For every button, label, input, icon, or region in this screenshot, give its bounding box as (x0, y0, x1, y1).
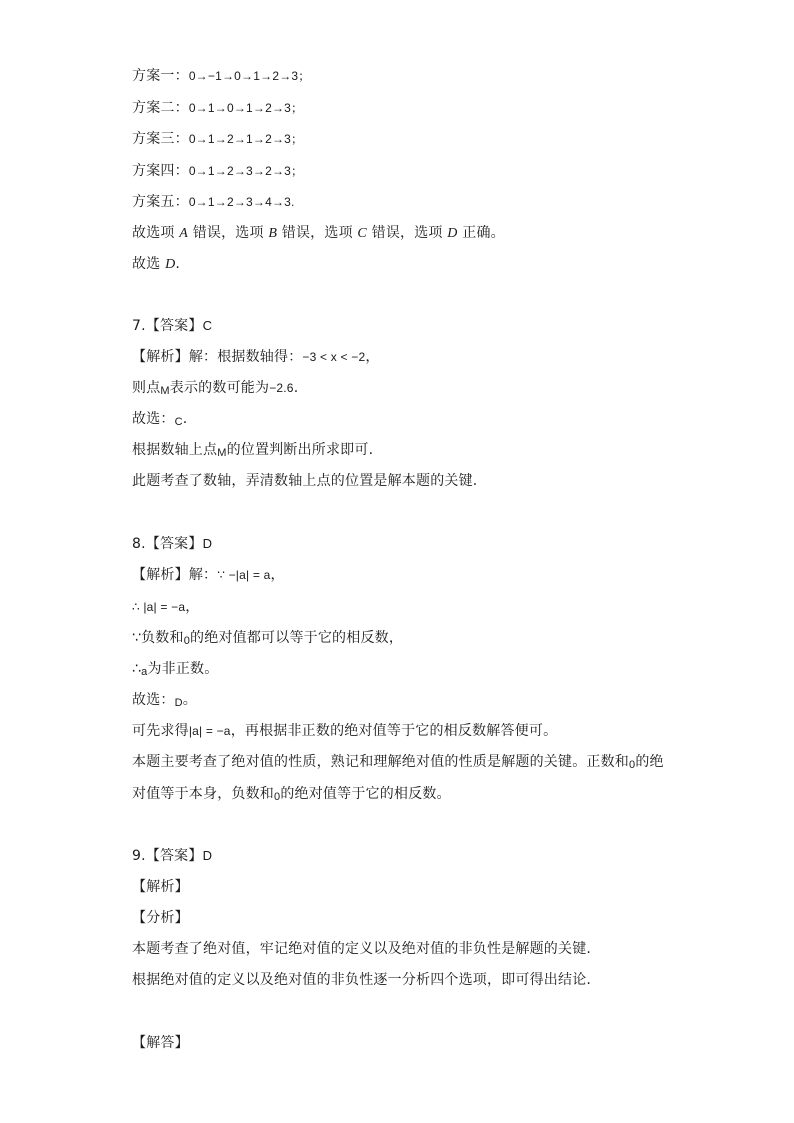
q8-line-8-b: 的绝对值等于它的相反数。 (280, 786, 451, 802)
q8-analysis (132, 565, 285, 585)
q7-value: −2.6 (269, 381, 294, 395)
q6-conclusion-text-5: 正确。 (462, 225, 505, 241)
q6-choice-end: . (175, 256, 181, 272)
q6-conclusion-text-1: 故选项 (132, 225, 175, 241)
q7-heading: 7.【答案】 (132, 318, 203, 334)
q7-line-2-end: . (293, 380, 299, 396)
q7-line-4-a: 根据数轴上点 (132, 442, 218, 458)
q7-line-2 (132, 378, 298, 399)
q6-choice-text: 故选 (132, 256, 161, 272)
q8-line-7 (132, 752, 664, 773)
q9-answer-heading (132, 846, 212, 866)
plan-5-label: 方案五： (132, 194, 189, 210)
q7-line-5: 此题考查了数轴，弄清数轴上点的位置是解本题的关键. (132, 473, 478, 489)
q8-line-6 (132, 721, 557, 741)
q8-line-5-end: 。 (182, 692, 197, 708)
plan-5 (132, 192, 295, 212)
q6-choice (132, 254, 180, 275)
q7-line-3-end: . (182, 411, 188, 427)
q8-line-5-answer: D (174, 697, 183, 709)
option-a: A (179, 226, 189, 241)
plan-4 (132, 161, 303, 181)
q7-line-2-b: 表示的数可能为 (169, 380, 270, 396)
q9-line-2: 根据绝对值的定义以及绝对值的非负性逐一分析四个选项，即可得出结论. (132, 972, 592, 988)
plan-3 (132, 129, 303, 149)
q6-conclusion (132, 223, 505, 244)
q8-therefore-expr: ∴ |a| = −a (132, 600, 186, 614)
plan-2-label: 方案二： (132, 100, 189, 116)
q7-line-2-a: 则点 (132, 380, 161, 396)
plan-1-label: 方案一： (132, 68, 189, 84)
q8-therefore (132, 597, 199, 617)
q7-line-3-a: 故选： (132, 411, 175, 427)
plan-4-sequence: 0→1→2→3→2→3； (188, 164, 304, 178)
q9-analysis-label: 【解析】 (132, 879, 189, 895)
q8-answer: D (202, 536, 213, 551)
q8-line-4 (132, 659, 218, 680)
q8-analysis-intro: 解： (188, 567, 218, 583)
q9-fenxi-label: 【分析】 (132, 910, 189, 926)
q8-condition-end: ， (270, 567, 285, 583)
q8-line-8-a: 对值等于本身，负数和 (132, 786, 274, 802)
q9-jieda-label: 【解答】 (132, 1035, 189, 1051)
q8-therefore-end: ， (185, 599, 200, 615)
q8-line-6-b: ，再根据非正数的绝对值等于它的相反数解答便可。 (230, 723, 558, 739)
plan-1 (132, 66, 310, 86)
q9-line-1: 本题考查了绝对值，牢记绝对值的定义以及绝对值的非负性是解题的关键. (132, 941, 592, 957)
q8-heading: 8.【答案】 (132, 536, 203, 552)
q9-heading: 9.【答案】 (132, 848, 203, 864)
q8-line-5 (132, 690, 197, 711)
q8-line-8-zero: 0 (274, 791, 281, 803)
q7-analysis-label: 【解析】 (132, 349, 189, 365)
q7-point-m: M (160, 385, 170, 397)
q8-line-4-b: 为非正数。 (147, 661, 219, 677)
q8-line-3 (132, 628, 403, 649)
plan-1-sequence: 0→−1→0→1→2→3； (188, 69, 311, 83)
q8-line-3-b: 的绝对值都可以等于它的相反数， (190, 630, 404, 646)
q7-analysis (132, 347, 380, 367)
q8-line-4-a: ∴ (132, 661, 142, 677)
q7-line-3 (132, 409, 187, 430)
q7-line-3-answer: C (174, 416, 183, 428)
q7-analysis-intro: 解：根据数轴得： (188, 349, 303, 365)
q8-line-7-a: 本题主要考查了绝对值的性质，熟记和理解绝对值的性质是解题的关键。正数和 (132, 754, 629, 770)
q8-line-8 (132, 784, 451, 805)
q7-line-4 (132, 440, 373, 461)
q8-line-6-a: 可先求得 (132, 723, 189, 739)
q6-choice-option: D (165, 257, 176, 272)
q7-inequality: −3 < x < −2 (302, 350, 366, 364)
q8-line-4-var: a (141, 666, 148, 678)
q8-line-3-a: ∵负数和 (132, 630, 184, 646)
plan-3-label: 方案三： (132, 131, 189, 147)
option-c: C (357, 226, 367, 241)
plan-4-label: 方案四： (132, 163, 189, 179)
q8-line-7-b: 的绝 (635, 754, 664, 770)
q6-conclusion-text-3: 错误，选项 (281, 225, 353, 241)
plan-2 (132, 98, 303, 118)
q7-inequality-end: ， (365, 349, 380, 365)
q8-line-6-expr: |a| = −a (188, 724, 231, 738)
q8-line-5-a: 故选： (132, 692, 175, 708)
q8-answer-heading (132, 534, 212, 554)
q9-answer: D (202, 848, 213, 863)
q8-line-3-zero: 0 (183, 635, 191, 647)
plan-3-sequence: 0→1→2→1→2→3； (188, 132, 304, 146)
q6-conclusion-text-4: 错误，选项 (371, 225, 443, 241)
q6-conclusion-text-2: 错误，选项 (192, 225, 264, 241)
q7-line-4-point: M (217, 447, 227, 459)
q7-answer: C (202, 318, 213, 333)
q7-answer-heading (132, 316, 212, 336)
option-d: D (447, 226, 458, 241)
option-b: B (268, 226, 278, 241)
q8-line-7-zero: 0 (629, 759, 636, 771)
q8-condition: ∵ −|a| = a (217, 568, 271, 582)
plan-5-sequence: 0→1→2→3→4→3. (188, 195, 295, 209)
q7-line-4-b: 的位置判断出所求即可. (226, 442, 374, 458)
q8-analysis-label: 【解析】 (132, 567, 189, 583)
plan-2-sequence: 0→1→0→1→2→3； (188, 101, 304, 115)
